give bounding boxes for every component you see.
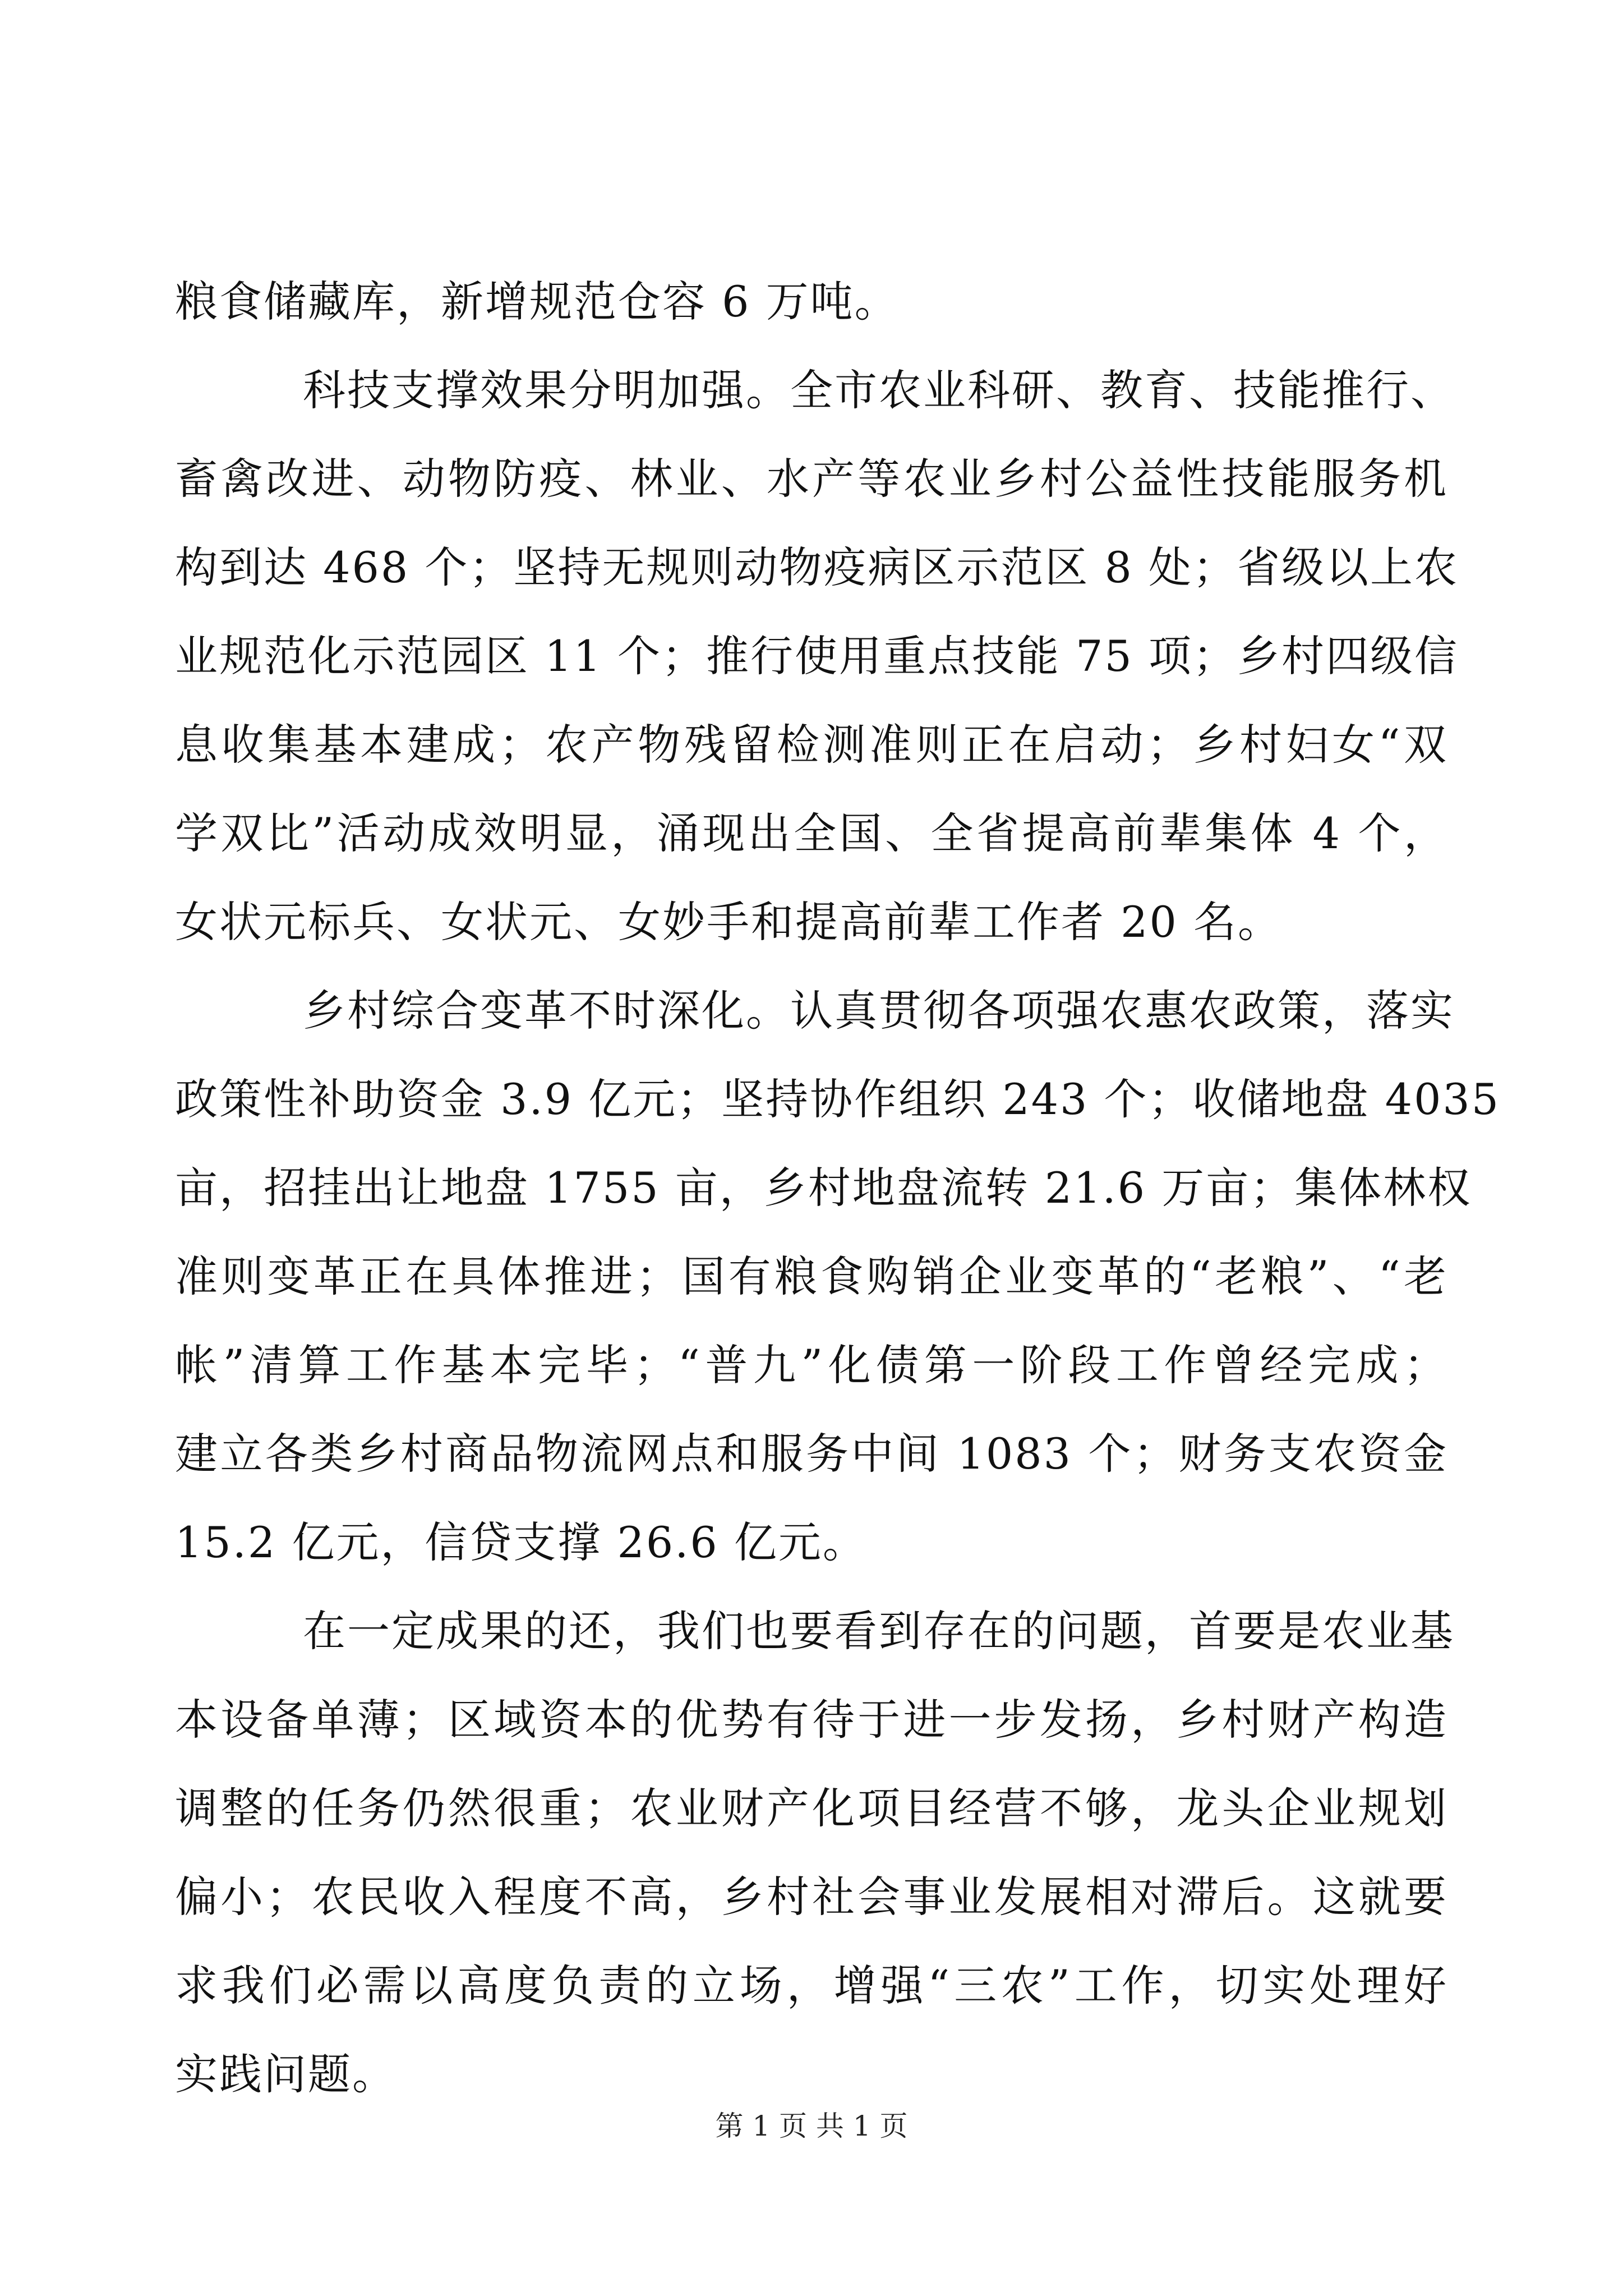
text-line: 准则变革正在具体推进；国有粮食购销企业变革的“老粮”、“老 <box>175 1251 1448 1301</box>
text-line: 构到达 468 个；坚持无规则动物疫病区示范区 8 处；省级以上农 <box>175 542 1459 592</box>
text-line: 偏小；农民收入程度不高，乡村社会事业发展相对滞后。这就要 <box>175 1872 1448 1922</box>
text-line: 亩，招挂出让地盘 1755 亩，乡村地盘流转 21.6 万亩；集体林权 <box>175 1163 1472 1213</box>
text-line: 乡村综合变革不时深化。认真贯彻各项强农惠农政策，落实 <box>303 986 1455 1036</box>
text-line: 科技支撑效果分明加强。全市农业科研、教育、技能推行、 <box>303 365 1455 415</box>
text-line: 帐”清算工作基本完毕；“普九”化债第一阶段工作曾经完成； <box>175 1340 1448 1390</box>
text-line: 15.2 亿元，信贷支撑 26.6 亿元。 <box>175 1517 867 1567</box>
page-number-footer: 第 1 页 共 1 页 <box>715 2110 908 2142</box>
text-line: 粮食储藏库，新增规范仓容 6 万吨。 <box>175 277 899 326</box>
text-line: 女状元标兵、女状元、女妙手和提高前辈工作者 20 名。 <box>175 897 1283 947</box>
text-line: 学双比”活动成效明显，涌现出全国、全省提高前辈集体 4 个， <box>175 808 1448 858</box>
text-line: 调整的任务仍然很重；农业财产化项目经营不够，龙头企业规划 <box>175 1783 1448 1833</box>
text-line: 畜禽改进、动物防疫、林业、水产等农业乡村公益性技能服务机 <box>175 454 1448 504</box>
text-line: 建立各类乡村商品物流网点和服务中间 1083 个；财务支农资金 <box>175 1429 1448 1479</box>
text-line: 在一定成果的还，我们也要看到存在的问题，首要是农业基 <box>303 1606 1455 1656</box>
text-line: 实践问题。 <box>175 2049 396 2099</box>
text-line: 本设备单薄；区域资本的优势有待于进一步发扬，乡村财产构造 <box>175 1695 1448 1745</box>
text-line: 求我们必需以高度负责的立场，增强“三农”工作，切实处理好 <box>175 1961 1448 2010</box>
text-line: 业规范化示范园区 11 个；推行使用重点技能 75 项；乡村四级信 <box>175 631 1459 681</box>
text-line: 息收集基本建成；农产物残留检测准则正在启动；乡村妇女“双 <box>175 720 1448 770</box>
text-line: 政策性补助资金 3.9 亿元；坚持协作组织 243 个；收储地盘 4035 <box>175 1074 1501 1124</box>
